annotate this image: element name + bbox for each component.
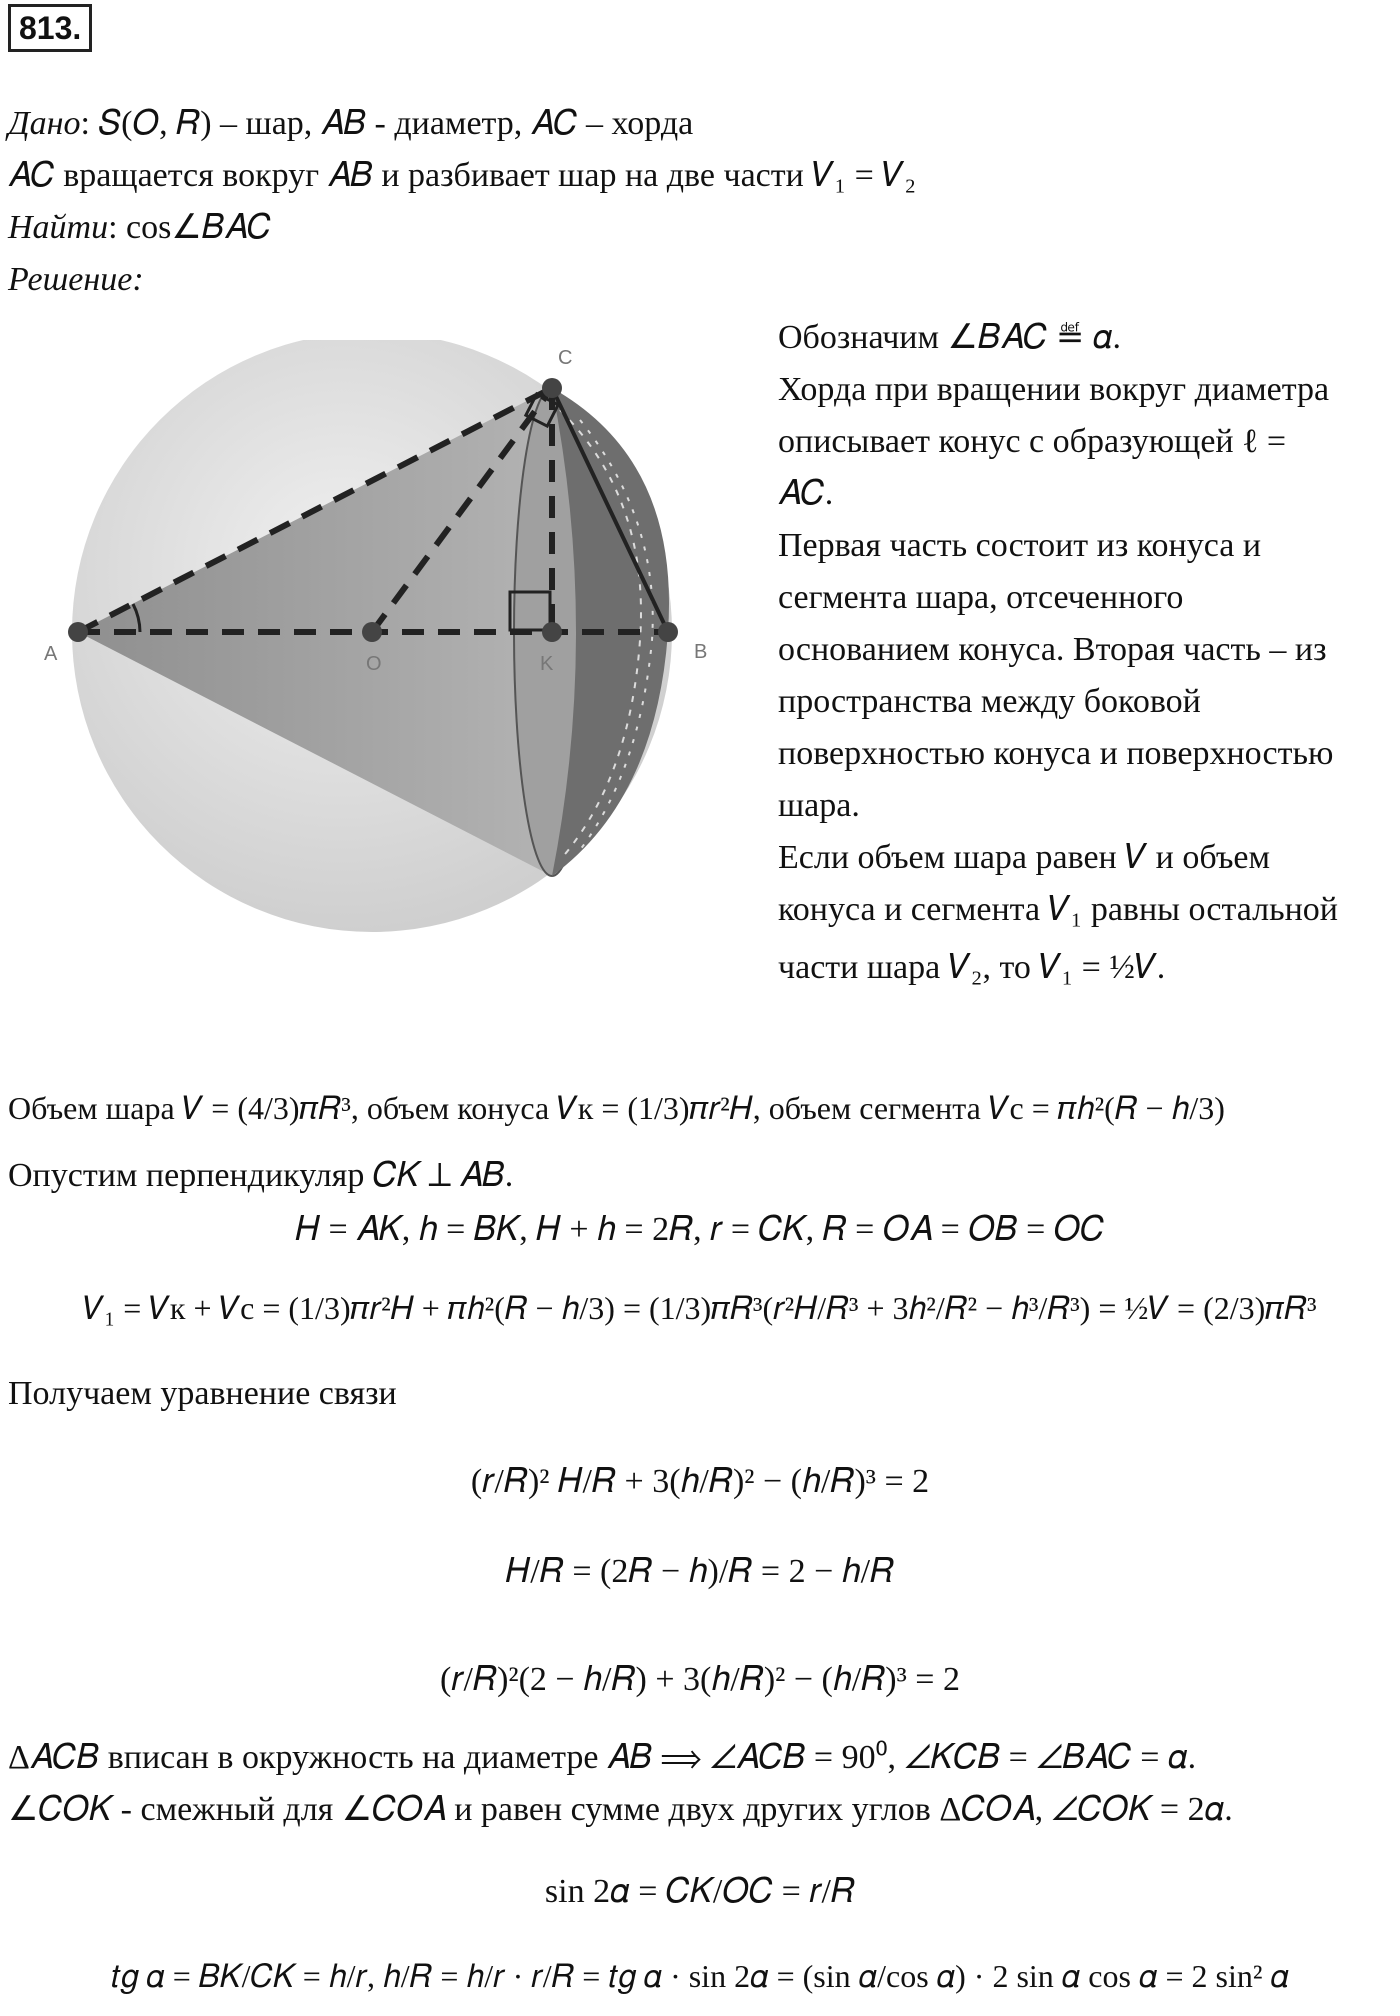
sphere-cone-figure: [40, 340, 740, 985]
right-line: части шара 𝑉₂, то 𝑉₁ = ½𝑉.: [778, 949, 1166, 986]
point-c: [542, 378, 562, 398]
point-k: [542, 622, 562, 642]
right-line: Хорда при вращении вокруг диаметра: [778, 371, 1330, 408]
right-line: конуса и сегмента 𝑉₁ равны остальной: [778, 891, 1338, 928]
find-line: [8, 208, 271, 248]
find-text: : cos∠𝐵𝐴𝐶: [108, 209, 272, 246]
point-o: [362, 622, 382, 642]
relation-equation-1: (𝑟/𝑅)² 𝐻/𝑅 + 3(ℎ/𝑅)² − (ℎ/𝑅)³ = 2: [470, 1463, 930, 1500]
right-line: Первая часть состоит из конуса и: [778, 527, 1262, 564]
label-k: K: [540, 653, 554, 675]
right-line: Если объем шара равен 𝑉 и объем: [778, 839, 1271, 876]
relation-equation-3: (𝑟/𝑅)²(2 − ℎ/𝑅) + 3(ℎ/𝑅)² − (ℎ/𝑅)³ = 2: [440, 1661, 960, 1698]
problem-number: 813.: [8, 4, 92, 52]
right-line: 𝐴𝐶.: [778, 475, 834, 512]
label-o: O: [366, 653, 382, 675]
right-line: сегмента шара, отсеченного: [778, 579, 1184, 616]
label-c: C: [558, 347, 573, 369]
angle-line: ∠𝐶𝑂𝐾 - смежный для ∠𝐶𝑂𝐴 и равен сумме двух других углов Δ𝐶𝑂𝐴, ∠𝐶𝑂𝐾 = 2𝛼.: [8, 1791, 1233, 1828]
right-line: шара.: [778, 787, 860, 824]
volumes-line: Объем шара 𝑉 = (4/3)𝜋𝑅³, объем конуса 𝑉к = (1/3)𝜋𝑟²𝐻, объем сегмента 𝑉с = 𝜋ℎ²(𝑅 − ℎ/3): [8, 1090, 1225, 1126]
solution-label: Решение:: [8, 261, 144, 298]
given-label: Дано: [8, 105, 81, 142]
label-b: B: [694, 641, 708, 663]
given-text: : 𝑆(𝑂, 𝑅) – шар, 𝐴𝐵 - диаметр, 𝐴𝐶 – хорда: [80, 105, 694, 142]
triangle-line: Δ𝐴𝐶𝐵 вписан в окружность на диаметре 𝐴𝐵 ⟹ ∠𝐴𝐶𝐵 = 90⁰, ∠𝐾𝐶𝐵 = ∠𝐵𝐴𝐶 = 𝛼.: [8, 1739, 1197, 1776]
figure-svg: [40, 340, 740, 980]
perpendicular-line: Опустим перпендикуляр 𝐶𝐾 ⊥ 𝐴𝐵.: [8, 1157, 514, 1194]
given-line-2: 𝐴𝐶 вращается вокруг 𝐴𝐵 и разбивает шар на две части 𝑉₁ = 𝑉₂: [8, 157, 917, 194]
v1-equation: 𝑉₁ = 𝑉к + 𝑉с = (1/3)𝜋𝑟²𝐻 + 𝜋ℎ²(𝑅 − ℎ/3) = (1/3)𝜋𝑅³(𝑟²𝐻/𝑅³ + 3ℎ²/𝑅² − ℎ³/𝑅³) = ½𝑉 = (2/3)𝜋𝑅³: [83, 1290, 1317, 1326]
relation-equation-2: 𝐻/𝑅 = (2𝑅 − ℎ)/𝑅 = 2 − ℎ/𝑅: [505, 1553, 895, 1590]
definitions-line: 𝐻 = 𝐴𝐾, ℎ = 𝐵𝐾, 𝐻 + ℎ = 2𝑅, 𝑟 = 𝐶𝐾, 𝑅 = 𝑂𝐴 = 𝑂𝐵 = 𝑂𝐶: [295, 1211, 1105, 1248]
relation-intro: Получаем уравнение связи: [8, 1375, 397, 1412]
right-line: поверхностью конуса и поверхностью: [778, 735, 1334, 772]
right-line: пространства между боковой: [778, 683, 1201, 720]
tg-equation: 𝑡𝑔 𝛼 = 𝐵𝐾/𝐶𝐾 = ℎ/𝑟, ℎ/𝑅 = ℎ/𝑟 · 𝑟/𝑅 = 𝑡𝑔 𝛼 · sin 2𝛼 = (sin 𝛼/cos 𝛼) · 2 sin 𝛼 cos 𝛼 = 2 sin² 𝛼: [111, 1958, 1289, 1994]
sin-equation: sin 2𝛼 = 𝐶𝐾/𝑂𝐶 = 𝑟/𝑅: [544, 1873, 856, 1910]
point-b: [658, 622, 678, 642]
right-column: [778, 318, 1338, 1000]
right-line: описывает конус с образующей ℓ =: [778, 423, 1287, 460]
right-line: Обозначим ∠𝐵𝐴𝐶 ≝ 𝛼.: [778, 319, 1121, 356]
right-line: основанием конуса. Вторая часть – из: [778, 631, 1327, 668]
given-line-1: [8, 104, 693, 144]
find-label: Найти: [8, 209, 109, 246]
label-a: A: [44, 643, 58, 665]
point-a: [68, 622, 88, 642]
